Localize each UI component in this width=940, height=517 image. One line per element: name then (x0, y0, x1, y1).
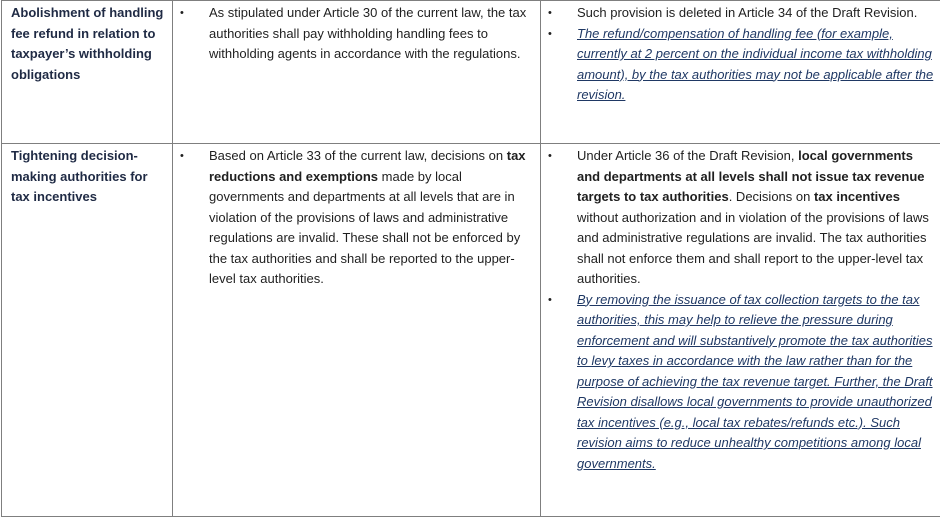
list-item (541, 3, 938, 24)
draft-revision-text: Such provision is deleted in Article 34 of the Draft Revision. (577, 5, 917, 20)
bullet-icon: • (548, 24, 552, 45)
bullet-icon: • (180, 146, 184, 167)
current-law-cell (173, 144, 541, 517)
bullet-list (541, 144, 940, 474)
topic-cell (2, 1, 173, 144)
list-item (541, 146, 938, 290)
table-row (2, 1, 940, 144)
draft-revision-cell (541, 144, 940, 517)
emphasis-text: tax reductions and exemptions (209, 148, 526, 184)
list-item (541, 24, 938, 106)
bullet-list (173, 144, 540, 290)
current-law-text: Based on Article 33 of the current law, decisions on (209, 148, 507, 163)
current-law-cell (173, 1, 541, 144)
topic-cell (2, 144, 173, 517)
draft-revision-text: without authorization and in violation of the provisions of laws and administrative regulations are invalid. The tax authorities shall not enforce them and shall report to the upper-level tax authorities. (577, 210, 929, 287)
table-row (2, 144, 940, 517)
draft-revision-cell (541, 1, 940, 144)
tax-law-comparison-table (1, 0, 940, 517)
topic-title: Tightening decision-making authorities for tax incentives (11, 148, 148, 204)
bullet-list (173, 1, 540, 65)
bullet-icon: • (548, 146, 552, 167)
draft-revision-text: Under Article 36 of the Draft Revision, (577, 148, 798, 163)
list-item (173, 3, 534, 65)
emphasis-text: local governments and departments at all levels shall not issue tax revenue targets to tax authorities (577, 148, 925, 204)
bullet-icon: • (548, 3, 552, 24)
list-item (173, 146, 534, 290)
draft-revision-text: . Decisions on (729, 189, 814, 204)
commentary-text: By removing the issuance of tax collection targets to the tax authorities, this may help to relieve the pressure during enforcement and will substantively promote the tax authorities to levy taxes in accordance with the law rather than for the purpose of achieving the tax revenue target. Further, the Draft Revision disallows local governments to provide unauthorized tax incentives (e.g., local tax rebates/refunds etc.). Such revision aims to reduce unhealthy competitions among local governments. (577, 292, 933, 471)
list-item (541, 290, 938, 475)
current-law-text: made by local governments and departments at all levels that are in violation of the provisions of laws and administrative regulations are invalid. These shall not be enforced by the tax authorities and shall be reported to the upper-level tax authorities. (209, 169, 520, 287)
bullet-icon: • (180, 3, 184, 24)
current-law-text: As stipulated under Article 30 of the current law, the tax authorities shall pay withholding handling fees to withholding agents in accordance with the regulations. (209, 5, 526, 61)
bullet-list (541, 1, 940, 106)
commentary-text: The refund/compensation of handling fee (for example, currently at 2 percent on the individual income tax withholding amount), by the tax authorities may not be applicable after the revision. (577, 26, 933, 103)
topic-title: Abolishment of handling fee refund in relation to taxpayer’s withholding obligations (11, 5, 163, 82)
emphasis-text: tax incentives (814, 189, 900, 204)
bullet-icon: • (548, 290, 552, 311)
